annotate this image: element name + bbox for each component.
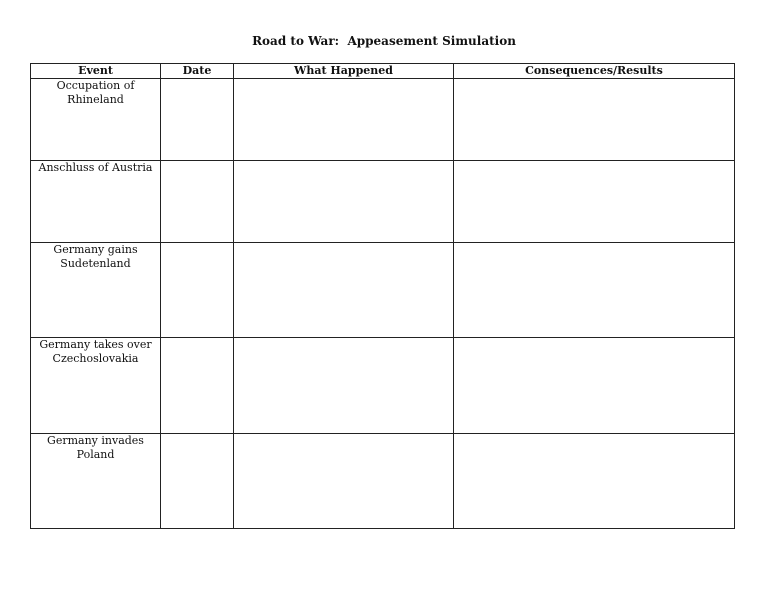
consequences-cell[interactable] bbox=[454, 434, 735, 529]
table-row bbox=[31, 338, 735, 434]
table-row bbox=[31, 161, 735, 243]
table-row bbox=[31, 243, 735, 338]
header-date: Date bbox=[161, 64, 234, 79]
consequences-cell[interactable] bbox=[454, 338, 735, 434]
what-happened-cell[interactable] bbox=[234, 243, 454, 338]
event-cell: Germany gains Sudetenland bbox=[31, 243, 161, 338]
what-happened-cell[interactable] bbox=[234, 434, 454, 529]
event-cell: Germany invades Poland bbox=[31, 434, 161, 529]
consequences-cell[interactable] bbox=[454, 161, 735, 243]
header-consequences: Consequences/Results bbox=[454, 64, 735, 79]
date-cell[interactable] bbox=[161, 161, 234, 243]
event-cell: Germany takes over Czechoslovakia bbox=[31, 338, 161, 434]
header-event: Event bbox=[31, 64, 161, 79]
date-cell[interactable] bbox=[161, 338, 234, 434]
consequences-cell[interactable] bbox=[454, 243, 735, 338]
event-cell: Anschluss of Austria bbox=[31, 161, 161, 243]
date-cell[interactable] bbox=[161, 434, 234, 529]
consequences-cell[interactable] bbox=[454, 79, 735, 161]
what-happened-cell[interactable] bbox=[234, 338, 454, 434]
appeasement-table bbox=[30, 63, 735, 529]
header-what-happened: What Happened bbox=[234, 64, 454, 79]
table-row bbox=[31, 79, 735, 161]
table-header-row bbox=[31, 64, 735, 79]
event-cell: Occupation of Rhineland bbox=[31, 79, 161, 161]
table-row bbox=[31, 434, 735, 529]
what-happened-cell[interactable] bbox=[234, 79, 454, 161]
page-title: Road to War: Appeasement Simulation bbox=[252, 34, 516, 48]
what-happened-cell[interactable] bbox=[234, 161, 454, 243]
date-cell[interactable] bbox=[161, 243, 234, 338]
date-cell[interactable] bbox=[161, 79, 234, 161]
